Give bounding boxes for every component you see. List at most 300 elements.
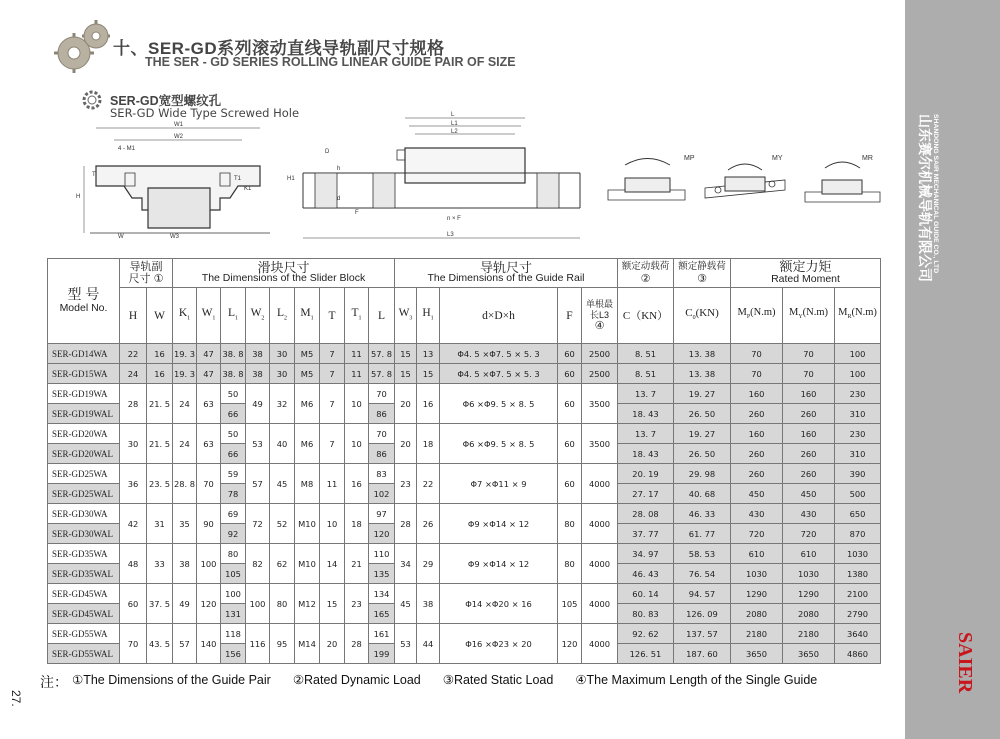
- col-t1: $T_1$: [345, 288, 369, 344]
- header-static: 额定静载荷 ③: [674, 259, 731, 288]
- cell-ddh: Φ16 ×Φ23 × 20: [440, 624, 558, 664]
- cell-c: 18. 43: [618, 404, 674, 424]
- cell-mp: 450: [731, 484, 783, 504]
- cell-mr: 500: [835, 484, 881, 504]
- cell-l: 86: [369, 404, 395, 424]
- cell-f: 60: [558, 384, 582, 424]
- cell-my: 160: [783, 384, 835, 404]
- cell-k1: 49: [173, 584, 197, 624]
- cell-l3: 4000: [582, 464, 618, 504]
- cell-h1: 26: [417, 504, 440, 544]
- cell-mr: 2790: [835, 604, 881, 624]
- cell-k1: 24: [173, 384, 197, 424]
- cell-l1: 38. 8: [221, 344, 246, 364]
- header-pair: 导轨副 尺寸 ①: [120, 259, 173, 288]
- cell-l: 110: [369, 544, 395, 564]
- model-cell: SER-GD30WAL: [48, 524, 120, 544]
- cell-mr: 1380: [835, 564, 881, 584]
- col-l3: 单根最长L3 ④: [582, 288, 618, 344]
- cell-c: 37. 77: [618, 524, 674, 544]
- table-body: [48, 344, 881, 664]
- cell-l1: 92: [221, 524, 246, 544]
- cell-c: 18. 43: [618, 444, 674, 464]
- col-mr: $M_R(N.m)$: [835, 288, 881, 344]
- cell-m1: M12: [295, 584, 320, 624]
- table-row: [48, 424, 881, 444]
- cell-mp: 260: [731, 404, 783, 424]
- dim-l1: L1: [451, 121, 458, 127]
- col-my: $M_Y(N.m)$: [783, 288, 835, 344]
- cell-c0: 187. 60: [674, 644, 731, 664]
- dim-k1: K1: [244, 186, 252, 192]
- cell-c0: 46. 33: [674, 504, 731, 524]
- section-subtitle: SER-GD宽型螺纹孔: [110, 94, 222, 108]
- model-cell: SER-GD30WA: [48, 504, 120, 524]
- dim-l2: L2: [451, 129, 458, 135]
- cell-l: 165: [369, 604, 395, 624]
- cell-ddh: Φ7 ×Φ11 × 9: [440, 464, 558, 504]
- cell-f: 80: [558, 544, 582, 584]
- col-h: H: [120, 288, 147, 344]
- cell-t: 7: [320, 364, 345, 384]
- cell-h1: 18: [417, 424, 440, 464]
- dim-t: T: [92, 172, 96, 178]
- cell-mp: 2080: [731, 604, 783, 624]
- cell-l1: 118: [221, 624, 246, 644]
- cell-mr: 230: [835, 384, 881, 404]
- cell-t: 7: [320, 424, 345, 464]
- col-dDh: d×D×h: [440, 288, 558, 344]
- cell-w2: 116: [246, 624, 270, 664]
- cell-h1: 44: [417, 624, 440, 664]
- section-subtitle-en: SER-GD Wide Type Screwed Hole: [110, 106, 300, 120]
- cell-t1: 21: [345, 544, 369, 584]
- cell-c0: 58. 53: [674, 544, 731, 564]
- cell-mp: 260: [731, 464, 783, 484]
- cell-l1: 80: [221, 544, 246, 564]
- cell-m1: M10: [295, 504, 320, 544]
- table-row: [48, 344, 881, 364]
- cell-l1: 156: [221, 644, 246, 664]
- side-view-drawing: [285, 108, 590, 248]
- col-w1: $W_1$: [197, 288, 221, 344]
- page-number: 27.: [9, 690, 23, 707]
- cell-w1: 140: [197, 624, 221, 664]
- cell-m1: M10: [295, 544, 320, 584]
- cell-mr: 100: [835, 364, 881, 384]
- cell-w2: 72: [246, 504, 270, 544]
- dim-l3: L3: [447, 232, 454, 238]
- cell-c: 46. 43: [618, 564, 674, 584]
- cell-w: 21. 5: [147, 384, 173, 424]
- cell-mp: 160: [731, 384, 783, 404]
- cell-mr: 310: [835, 404, 881, 424]
- cell-w: 31: [147, 504, 173, 544]
- cell-l: 70: [369, 424, 395, 444]
- cell-f: 120: [558, 624, 582, 664]
- cell-w1: 120: [197, 584, 221, 624]
- cell-l1: 78: [221, 484, 246, 504]
- dim-nxf: n × F: [447, 216, 461, 222]
- cell-l1: 59: [221, 464, 246, 484]
- cell-l2: 30: [270, 364, 295, 384]
- cell-ddh: Φ6 ×Φ9. 5 × 8. 5: [440, 424, 558, 464]
- cell-ddh: Φ4. 5 ×Φ7. 5 × 5. 3: [440, 344, 558, 364]
- cell-f: 60: [558, 344, 582, 364]
- cell-l: 86: [369, 444, 395, 464]
- cell-mr: 4860: [835, 644, 881, 664]
- cell-my: 2080: [783, 604, 835, 624]
- cell-l3: 2500: [582, 364, 618, 384]
- cell-mr: 650: [835, 504, 881, 524]
- cell-w2: 100: [246, 584, 270, 624]
- dim-h: H: [76, 194, 81, 200]
- cell-my: 610: [783, 544, 835, 564]
- cell-f: 60: [558, 364, 582, 384]
- sidebar-band: [905, 0, 1000, 739]
- col-h1: $H_1$: [417, 288, 440, 344]
- cell-m1: M5: [295, 344, 320, 364]
- model-cell: SER-GD55WA: [48, 624, 120, 644]
- logo-text: SAIER: [954, 632, 976, 694]
- cell-l: 134: [369, 584, 395, 604]
- col-m1: $M_1$: [295, 288, 320, 344]
- model-cell: SER-GD19WA: [48, 384, 120, 404]
- cell-l1: 66: [221, 444, 246, 464]
- table-row: [48, 504, 881, 524]
- cell-mr: 100: [835, 344, 881, 364]
- gear-logo-icon: [52, 18, 112, 73]
- col-f: F: [558, 288, 582, 344]
- cell-l3: 4000: [582, 504, 618, 544]
- model-cell: SER-GD14WA: [48, 344, 120, 364]
- cell-c: 60. 14: [618, 584, 674, 604]
- cell-w2: 38: [246, 364, 270, 384]
- cell-l2: 52: [270, 504, 295, 544]
- spec-table: [47, 258, 881, 664]
- cell-l1: 50: [221, 384, 246, 404]
- cell-h: 60: [120, 584, 147, 624]
- model-cell: SER-GD45WAL: [48, 604, 120, 624]
- cell-l: 199: [369, 644, 395, 664]
- col-w2: $W_2$: [246, 288, 270, 344]
- dim-d: D: [325, 149, 330, 155]
- page-title: 十、SER-GD系列滚动直线导轨副尺寸规格: [113, 39, 445, 58]
- cell-my: 70: [783, 344, 835, 364]
- table-row: [48, 384, 881, 404]
- cell-l3: 4000: [582, 584, 618, 624]
- cell-m1: M8: [295, 464, 320, 504]
- cell-mr: 3640: [835, 624, 881, 644]
- dim-w3: W3: [170, 234, 179, 240]
- cell-mp: 2180: [731, 624, 783, 644]
- table-row: [48, 364, 881, 384]
- saier-logo: [953, 630, 988, 730]
- header-slider: 滑块尺寸 The Dimensions of the Slider Block: [173, 259, 395, 288]
- cell-c0: 26. 50: [674, 404, 731, 424]
- cell-t1: 11: [345, 364, 369, 384]
- cell-my: 260: [783, 444, 835, 464]
- cell-t: 7: [320, 384, 345, 424]
- cell-l1: 66: [221, 404, 246, 424]
- cell-t1: 18: [345, 504, 369, 544]
- cell-c: 34. 97: [618, 544, 674, 564]
- cell-c: 8. 51: [618, 344, 674, 364]
- cell-mp: 430: [731, 504, 783, 524]
- cell-c: 28. 08: [618, 504, 674, 524]
- cell-w1: 63: [197, 424, 221, 464]
- cell-mp: 70: [731, 344, 783, 364]
- cell-w3: 53: [395, 624, 417, 664]
- cell-c: 92. 62: [618, 624, 674, 644]
- header-moment: 额定力矩 Rated Moment: [731, 259, 881, 288]
- cell-l1: 100: [221, 584, 246, 604]
- cell-l: 120: [369, 524, 395, 544]
- cell-w1: 100: [197, 544, 221, 584]
- cell-t: 15: [320, 584, 345, 624]
- cell-l2: 80: [270, 584, 295, 624]
- cell-c0: 19. 27: [674, 424, 731, 444]
- header-dynamic: 额定动载荷 ②: [618, 259, 674, 288]
- cell-my: 1030: [783, 564, 835, 584]
- cell-w2: 38: [246, 344, 270, 364]
- cell-c0: 137. 57: [674, 624, 731, 644]
- dim-hh: h: [337, 166, 341, 172]
- model-cell: SER-GD25WAL: [48, 484, 120, 504]
- cell-w3: 45: [395, 584, 417, 624]
- table-row: [48, 584, 881, 604]
- cell-l: 70: [369, 384, 395, 404]
- cell-l1: 69: [221, 504, 246, 524]
- small-gear-icon: [80, 88, 104, 112]
- cell-t: 14: [320, 544, 345, 584]
- model-cell: SER-GD15WA: [48, 364, 120, 384]
- cell-w3: 15: [395, 344, 417, 364]
- cell-w1: 90: [197, 504, 221, 544]
- cell-t1: 10: [345, 424, 369, 464]
- dim-w2: W2: [174, 134, 183, 140]
- cell-k1: 28. 8: [173, 464, 197, 504]
- col-l: L: [369, 288, 395, 344]
- cell-l: 83: [369, 464, 395, 484]
- cell-w3: 20: [395, 384, 417, 424]
- cell-my: 260: [783, 404, 835, 424]
- cell-h1: 13: [417, 344, 440, 364]
- col-w3: $W_3$: [395, 288, 417, 344]
- cell-my: 2180: [783, 624, 835, 644]
- cell-ddh: Φ9 ×Φ14 × 12: [440, 544, 558, 584]
- cell-t1: 23: [345, 584, 369, 624]
- model-cell: SER-GD35WAL: [48, 564, 120, 584]
- cell-mp: 260: [731, 444, 783, 464]
- company-cn: 山东赛尔机械导轨有限公司: [916, 114, 932, 282]
- cell-l: 97: [369, 504, 395, 524]
- cell-t1: 16: [345, 464, 369, 504]
- cell-h1: 29: [417, 544, 440, 584]
- cell-h1: 22: [417, 464, 440, 504]
- cell-c0: 13. 38: [674, 364, 731, 384]
- cell-m1: M6: [295, 424, 320, 464]
- dim-dd: d: [337, 196, 341, 202]
- table-row: [48, 544, 881, 564]
- cell-l3: 2500: [582, 344, 618, 364]
- cell-c0: 126. 09: [674, 604, 731, 624]
- cell-mr: 1030: [835, 544, 881, 564]
- moment-diagrams: [600, 150, 890, 215]
- cell-w3: 28: [395, 504, 417, 544]
- table-row: [48, 464, 881, 484]
- footnote-label: 注：: [40, 674, 68, 690]
- cell-h: 48: [120, 544, 147, 584]
- cell-mp: 1030: [731, 564, 783, 584]
- col-t: T: [320, 288, 345, 344]
- cell-w: 16: [147, 364, 173, 384]
- cell-h: 22: [120, 344, 147, 364]
- cell-c: 80. 83: [618, 604, 674, 624]
- footnote: [40, 672, 817, 692]
- col-c0: $C_0(KN)$: [674, 288, 731, 344]
- cell-w: 37. 5: [147, 584, 173, 624]
- col-l2: $L_2$: [270, 288, 295, 344]
- cell-w2: 49: [246, 384, 270, 424]
- cell-h: 28: [120, 384, 147, 424]
- col-l1: $L_1$: [221, 288, 246, 344]
- cell-mp: 160: [731, 424, 783, 444]
- cell-c: 126. 51: [618, 644, 674, 664]
- dim-w1: W1: [174, 122, 183, 128]
- cell-w3: 34: [395, 544, 417, 584]
- cell-l1: 105: [221, 564, 246, 584]
- cell-f: 105: [558, 584, 582, 624]
- cell-l1: 131: [221, 604, 246, 624]
- model-cell: SER-GD19WAL: [48, 404, 120, 424]
- cell-c0: 19. 27: [674, 384, 731, 404]
- cell-mp: 3650: [731, 644, 783, 664]
- cell-mr: 230: [835, 424, 881, 444]
- cell-k1: 35: [173, 504, 197, 544]
- cell-w1: 70: [197, 464, 221, 504]
- dim-h1: H1: [287, 176, 295, 182]
- cell-l: 135: [369, 564, 395, 584]
- footnote-1: ①The Dimensions of the Guide Pair: [72, 673, 271, 687]
- cell-l2: 95: [270, 624, 295, 664]
- cell-h1: 15: [417, 364, 440, 384]
- cell-t: 11: [320, 464, 345, 504]
- cell-c: 13. 7: [618, 384, 674, 404]
- cell-c: 8. 51: [618, 364, 674, 384]
- cell-w1: 47: [197, 344, 221, 364]
- cell-my: 450: [783, 484, 835, 504]
- cell-w: 23. 5: [147, 464, 173, 504]
- cell-l3: 4000: [582, 624, 618, 664]
- cell-w: 21. 5: [147, 424, 173, 464]
- cell-h: 24: [120, 364, 147, 384]
- cell-w3: 23: [395, 464, 417, 504]
- cell-m1: M6: [295, 384, 320, 424]
- footnote-4: ④The Maximum Length of the Single Guide: [575, 673, 818, 687]
- cell-l1: 50: [221, 424, 246, 444]
- cell-w1: 63: [197, 384, 221, 424]
- company-name-vertical: [906, 112, 946, 312]
- cell-c0: 76. 54: [674, 564, 731, 584]
- table-row: [48, 624, 881, 644]
- cell-l: 161: [369, 624, 395, 644]
- dim-m1: 4 - M1: [118, 146, 136, 152]
- cell-f: 60: [558, 424, 582, 464]
- cell-w: 16: [147, 344, 173, 364]
- cell-c: 13. 7: [618, 424, 674, 444]
- cell-c0: 61. 77: [674, 524, 731, 544]
- cell-l1: 38. 8: [221, 364, 246, 384]
- cell-h: 30: [120, 424, 147, 464]
- cell-w: 43. 5: [147, 624, 173, 664]
- cell-ddh: Φ14 ×Φ20 × 16: [440, 584, 558, 624]
- cell-h: 36: [120, 464, 147, 504]
- cell-h1: 16: [417, 384, 440, 424]
- cell-k1: 57: [173, 624, 197, 664]
- cell-ddh: Φ6 ×Φ9. 5 × 8. 5: [440, 384, 558, 424]
- cell-l2: 62: [270, 544, 295, 584]
- cell-ddh: Φ9 ×Φ14 × 12: [440, 504, 558, 544]
- cell-w: 33: [147, 544, 173, 584]
- cell-c0: 29. 98: [674, 464, 731, 484]
- cell-t: 10: [320, 504, 345, 544]
- model-cell: SER-GD45WA: [48, 584, 120, 604]
- cell-c0: 94. 57: [674, 584, 731, 604]
- cell-t1: 11: [345, 344, 369, 364]
- cell-f: 80: [558, 504, 582, 544]
- cell-w1: 47: [197, 364, 221, 384]
- cell-t1: 10: [345, 384, 369, 424]
- model-cell: SER-GD35WA: [48, 544, 120, 564]
- cell-k1: 19. 3: [173, 344, 197, 364]
- cell-mr: 870: [835, 524, 881, 544]
- dim-t1: T1: [234, 176, 242, 182]
- cell-ddh: Φ4. 5 ×Φ7. 5 × 5. 3: [440, 364, 558, 384]
- cell-my: 70: [783, 364, 835, 384]
- footnote-3: ③Rated Static Load: [442, 673, 554, 687]
- cell-t: 20: [320, 624, 345, 664]
- cell-l3: 4000: [582, 544, 618, 584]
- header-rail: 导轨尺寸 The Dimensions of the Guide Rail: [395, 259, 618, 288]
- col-w: W: [147, 288, 173, 344]
- cell-c: 27. 17: [618, 484, 674, 504]
- cell-t1: 28: [345, 624, 369, 664]
- cell-c0: 26. 50: [674, 444, 731, 464]
- cell-my: 3650: [783, 644, 835, 664]
- cell-my: 260: [783, 464, 835, 484]
- cell-mp: 610: [731, 544, 783, 564]
- col-mp: $M_P(N.m)$: [731, 288, 783, 344]
- cell-w3: 15: [395, 364, 417, 384]
- footnote-2: ②Rated Dynamic Load: [292, 673, 421, 687]
- cell-c0: 13. 38: [674, 344, 731, 364]
- cell-l2: 32: [270, 384, 295, 424]
- cell-k1: 24: [173, 424, 197, 464]
- label-mr: MR: [862, 155, 873, 162]
- cell-l3: 3500: [582, 424, 618, 464]
- model-cell: SER-GD20WA: [48, 424, 120, 444]
- cell-mp: 720: [731, 524, 783, 544]
- cell-w2: 57: [246, 464, 270, 504]
- cell-my: 1290: [783, 584, 835, 604]
- model-cell: SER-GD55WAL: [48, 644, 120, 664]
- page-title-en: THE SER - GD SERIES ROLLING LINEAR GUIDE PAIR OF SIZE: [145, 55, 516, 69]
- cell-w2: 82: [246, 544, 270, 584]
- cell-w2: 53: [246, 424, 270, 464]
- dim-w: W: [118, 234, 124, 240]
- cell-h1: 38: [417, 584, 440, 624]
